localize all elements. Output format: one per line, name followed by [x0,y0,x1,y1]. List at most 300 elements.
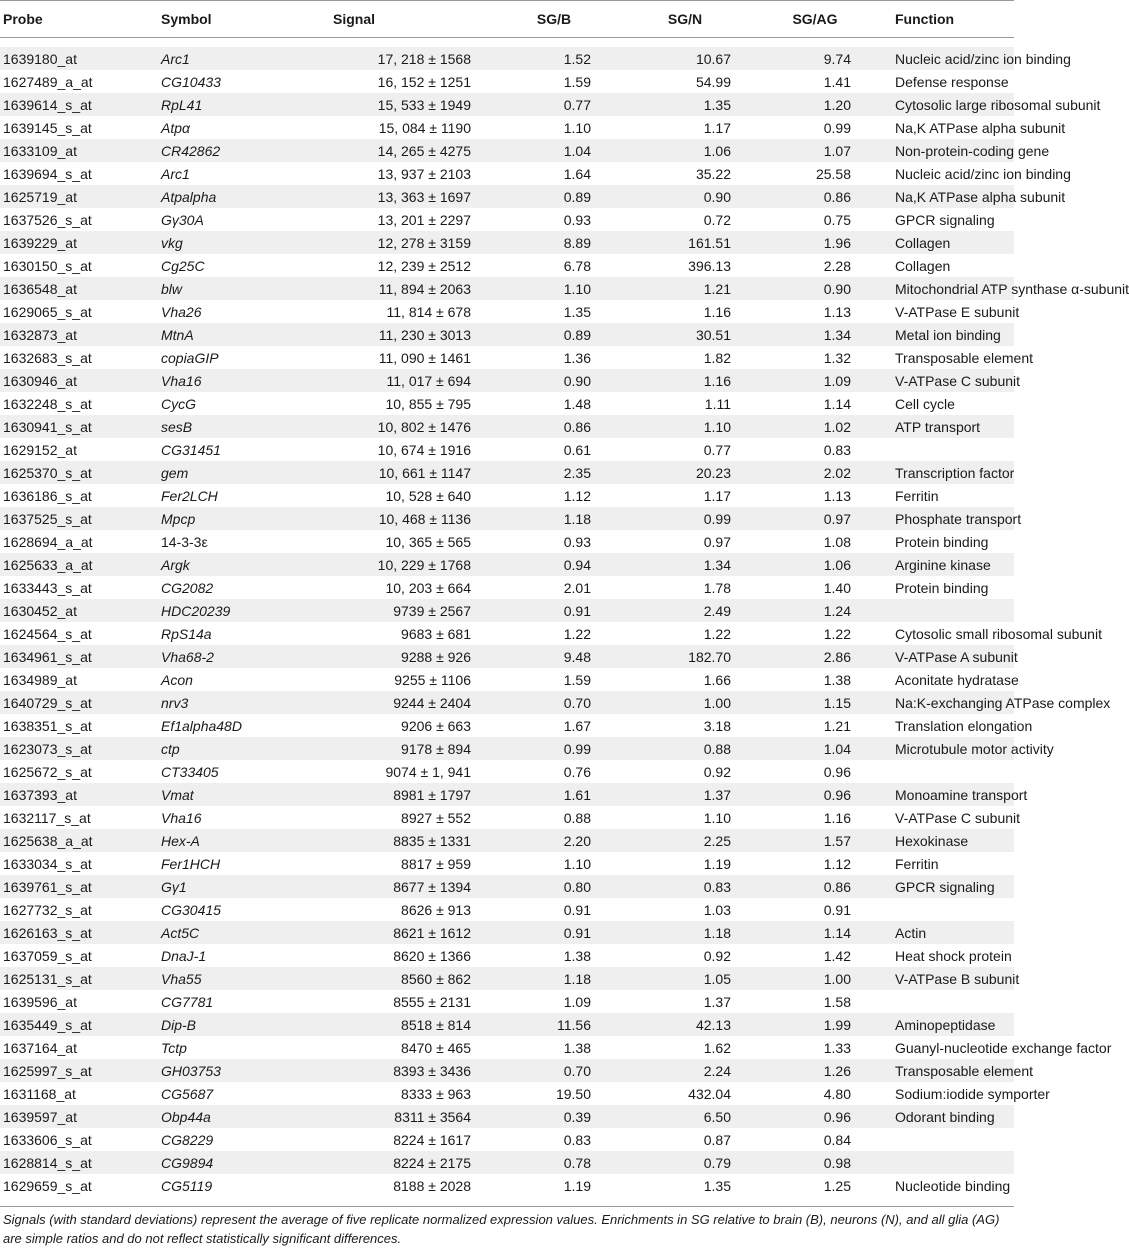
probe-cell: 1632873_at [0,323,161,346]
probe-cell: 1628694_a_at [0,530,161,553]
sg-n-cell: 0.77 [605,438,745,461]
signal-cell: 14, 265 ± 4275 [273,139,483,162]
sg-b-cell: 0.94 [483,553,605,576]
probe-cell: 1629065_s_at [0,300,161,323]
sg-n-cell: 2.24 [605,1059,745,1082]
function-cell: V-ATPase C subunit [865,369,1014,392]
probe-cell: 1625719_at [0,185,161,208]
table-row [0,921,1014,944]
signal-cell: 8188 ± 2028 [273,1174,483,1197]
table-row [0,93,1014,116]
function-cell: Metal ion binding [865,323,1014,346]
sg-ag-cell: 1.22 [745,622,865,645]
sg-ag-cell: 2.86 [745,645,865,668]
signal-cell: 9255 ± 1106 [273,668,483,691]
sg-n-cell: 0.79 [605,1151,745,1174]
sg-ag-cell: 1.00 [745,967,865,990]
signal-cell: 8620 ± 1366 [273,944,483,967]
sg-b-cell: 0.86 [483,415,605,438]
sg-b-cell: 1.38 [483,944,605,967]
table-row [0,277,1014,300]
table-row [0,990,1014,1013]
probe-cell: 1635449_s_at [0,1013,161,1036]
signal-cell: 8560 ± 862 [273,967,483,990]
function-cell: Phosphate transport [865,507,1014,530]
table-row [0,323,1014,346]
sg-b-cell: 1.48 [483,392,605,415]
function-cell: GPCR signaling [865,875,1014,898]
signal-cell: 10, 528 ± 640 [273,484,483,507]
sg-n-cell: 1.37 [605,783,745,806]
symbol-cell: CG8229 [161,1128,273,1151]
sg-n-cell: 6.50 [605,1105,745,1128]
signal-cell: 8677 ± 1394 [273,875,483,898]
probe-cell: 1633109_at [0,139,161,162]
sg-n-cell: 3.18 [605,714,745,737]
sg-n-cell: 0.92 [605,944,745,967]
symbol-cell: Act5C [161,921,273,944]
signal-cell: 10, 365 ± 565 [273,530,483,553]
signal-cell: 9739 ± 2567 [273,599,483,622]
header-sg-n: SG/N [605,1,745,38]
sg-b-cell: 1.10 [483,852,605,875]
symbol-cell: Vha16 [161,369,273,392]
signal-cell: 10, 229 ± 1768 [273,553,483,576]
sg-n-cell: 2.25 [605,829,745,852]
sg-n-cell: 1.10 [605,415,745,438]
sg-b-cell: 1.59 [483,70,605,93]
sg-ag-cell: 1.40 [745,576,865,599]
signal-cell: 11, 230 ± 3013 [273,323,483,346]
probe-cell: 1637059_s_at [0,944,161,967]
sg-b-cell: 1.67 [483,714,605,737]
table-row [0,415,1014,438]
table-row [0,254,1014,277]
sg-ag-cell: 1.15 [745,691,865,714]
table-bottom-rule [0,1197,1014,1207]
probe-cell: 1626163_s_at [0,921,161,944]
function-cell: Ferritin [865,484,1014,507]
sg-ag-cell: 1.16 [745,806,865,829]
signal-cell: 9288 ± 926 [273,645,483,668]
table-row [0,645,1014,668]
symbol-cell: Arc1 [161,47,273,70]
sg-b-cell: 0.99 [483,737,605,760]
function-cell: Mitochondrial ATP synthase α-subunit [865,277,1014,300]
table-row [0,530,1014,553]
signal-cell: 15, 084 ± 1190 [273,116,483,139]
sg-b-cell: 0.61 [483,438,605,461]
sg-ag-cell: 0.96 [745,783,865,806]
sg-b-cell: 2.20 [483,829,605,852]
table-top-spacer [0,38,1014,48]
probe-cell: 1636548_at [0,277,161,300]
symbol-cell: CG5119 [161,1174,273,1197]
table-row [0,438,1014,461]
symbol-cell: ctp [161,737,273,760]
probe-cell: 1639614_s_at [0,93,161,116]
table-row [0,599,1014,622]
probe-cell: 1625997_s_at [0,1059,161,1082]
symbol-cell: CR42862 [161,139,273,162]
sg-b-cell: 0.89 [483,323,605,346]
sg-ag-cell: 1.12 [745,852,865,875]
signal-cell: 8470 ± 465 [273,1036,483,1059]
symbol-cell: CG10433 [161,70,273,93]
sg-ag-cell: 1.20 [745,93,865,116]
sg-b-cell: 0.76 [483,760,605,783]
table-row [0,507,1014,530]
signal-cell: 15, 533 ± 1949 [273,93,483,116]
table-row [0,1128,1014,1151]
sg-b-cell: 1.04 [483,139,605,162]
table-row [0,622,1014,645]
function-cell [865,898,1014,921]
sg-ag-cell: 0.99 [745,116,865,139]
symbol-cell: Tctp [161,1036,273,1059]
table-body [0,38,1129,1207]
sg-ag-cell: 1.07 [745,139,865,162]
sg-n-cell: 1.11 [605,392,745,415]
sg-n-cell: 54.99 [605,70,745,93]
sg-ag-cell: 1.21 [745,714,865,737]
sg-ag-cell: 0.98 [745,1151,865,1174]
table-row [0,576,1014,599]
symbol-cell: CG7781 [161,990,273,1013]
symbol-cell: Arc1 [161,162,273,185]
symbol-cell: CG9894 [161,1151,273,1174]
table-row [0,691,1014,714]
probe-cell: 1640729_s_at [0,691,161,714]
table-row [0,783,1014,806]
signal-cell: 8518 ± 814 [273,1013,483,1036]
function-cell: Na,K ATPase alpha subunit [865,185,1014,208]
probe-cell: 1633443_s_at [0,576,161,599]
sg-n-cell: 0.87 [605,1128,745,1151]
probe-cell: 1623073_s_at [0,737,161,760]
sg-n-cell: 0.72 [605,208,745,231]
table-row [0,1105,1014,1128]
sg-b-cell: 0.90 [483,369,605,392]
probe-cell: 1624564_s_at [0,622,161,645]
header-probe: Probe [0,1,161,38]
symbol-cell: blw [161,277,273,300]
symbol-cell: CT33405 [161,760,273,783]
signal-cell: 8981 ± 1797 [273,783,483,806]
table-row [0,346,1014,369]
symbol-cell: nrv3 [161,691,273,714]
sg-b-cell: 0.83 [483,1128,605,1151]
sg-n-cell: 1.78 [605,576,745,599]
sg-b-cell: 0.39 [483,1105,605,1128]
probe-cell: 1637164_at [0,1036,161,1059]
signal-cell: 17, 218 ± 1568 [273,47,483,70]
symbol-cell: copiaGIP [161,346,273,369]
sg-b-cell: 0.77 [483,93,605,116]
sg-ag-cell: 1.34 [745,323,865,346]
signal-cell: 10, 468 ± 1136 [273,507,483,530]
function-cell: V-ATPase C subunit [865,806,1014,829]
probe-cell: 1639596_at [0,990,161,1013]
probe-cell: 1639597_at [0,1105,161,1128]
symbol-cell: CG2082 [161,576,273,599]
function-cell: Guanyl-nucleotide exchange factor [865,1036,1014,1059]
sg-b-cell: 8.89 [483,231,605,254]
function-cell: ATP transport [865,415,1014,438]
sg-b-cell: 0.70 [483,691,605,714]
sg-b-cell: 1.22 [483,622,605,645]
table-row [0,208,1014,231]
sg-b-cell: 0.91 [483,898,605,921]
symbol-cell: Gγ1 [161,875,273,898]
probe-cell: 1632248_s_at [0,392,161,415]
symbol-cell: RpL41 [161,93,273,116]
signal-cell: 9244 ± 2404 [273,691,483,714]
sg-b-cell: 1.38 [483,1036,605,1059]
function-cell: Nucleic acid/zinc ion binding [865,47,1014,70]
sg-b-cell: 0.88 [483,806,605,829]
symbol-cell: gem [161,461,273,484]
sg-ag-cell: 1.96 [745,231,865,254]
function-cell: Collagen [865,231,1014,254]
symbol-cell: Dip-B [161,1013,273,1036]
signal-cell: 10, 203 ± 664 [273,576,483,599]
table-row [0,1082,1014,1105]
function-cell [865,760,1014,783]
sg-b-cell: 1.09 [483,990,605,1013]
function-cell: Monoamine transport [865,783,1014,806]
sg-n-cell: 1.00 [605,691,745,714]
sg-b-cell: 1.12 [483,484,605,507]
table-row [0,898,1014,921]
probe-cell: 1637525_s_at [0,507,161,530]
function-cell: Sodium:iodide symporter [865,1082,1014,1105]
table-row [0,1013,1014,1036]
sg-n-cell: 20.23 [605,461,745,484]
symbol-cell: Vmat [161,783,273,806]
function-cell: Collagen [865,254,1014,277]
sg-ag-cell: 1.38 [745,668,865,691]
sg-ag-cell: 1.14 [745,921,865,944]
signal-cell: 11, 814 ± 678 [273,300,483,323]
table-row [0,47,1014,70]
probe-cell: 1625633_a_at [0,553,161,576]
symbol-cell: CycG [161,392,273,415]
sg-n-cell: 0.92 [605,760,745,783]
signal-cell: 9683 ± 681 [273,622,483,645]
signal-cell: 13, 201 ± 2297 [273,208,483,231]
sg-n-cell: 1.62 [605,1036,745,1059]
sg-n-cell: 1.03 [605,898,745,921]
sg-b-cell: 2.01 [483,576,605,599]
signal-cell: 11, 090 ± 1461 [273,346,483,369]
table-row [0,553,1014,576]
table-row [0,829,1014,852]
symbol-cell: 14-3-3ε [161,530,273,553]
sg-b-cell: 19.50 [483,1082,605,1105]
sg-n-cell: 0.99 [605,507,745,530]
function-cell: Transposable element [865,1059,1014,1082]
probe-cell: 1633606_s_at [0,1128,161,1151]
table-row [0,714,1014,737]
sg-n-cell: 1.05 [605,967,745,990]
function-cell: Na:K-exchanging ATPase complex [865,691,1014,714]
sg-n-cell: 182.70 [605,645,745,668]
table-footnote: Signals (with standard deviations) represent the average of five replicate normalized expression values. Enrichments in SG relative to brain (B), neurons (N), and all glia (AG) are simple ratios and do not reflect statistically significant differences. [3,1212,1000,1246]
symbol-cell: GH03753 [161,1059,273,1082]
sg-n-cell: 1.16 [605,369,745,392]
probe-cell: 1631168_at [0,1082,161,1105]
symbol-cell: Atpalpha [161,185,273,208]
signal-cell: 8927 ± 552 [273,806,483,829]
table-row [0,1174,1014,1197]
function-cell: Ferritin [865,852,1014,875]
signal-cell: 8311 ± 3564 [273,1105,483,1128]
header-symbol: Symbol [161,1,273,38]
sg-ag-cell: 1.32 [745,346,865,369]
table-row [0,668,1014,691]
probe-cell: 1637526_s_at [0,208,161,231]
table-row [0,162,1014,185]
function-cell: Cell cycle [865,392,1014,415]
sg-ag-cell: 1.25 [745,1174,865,1197]
symbol-cell: Mpcp [161,507,273,530]
sg-n-cell: 396.13 [605,254,745,277]
probe-cell: 1625131_s_at [0,967,161,990]
sg-ag-cell: 2.02 [745,461,865,484]
signal-cell: 8626 ± 913 [273,898,483,921]
sg-n-cell: 0.88 [605,737,745,760]
symbol-cell: sesB [161,415,273,438]
symbol-cell: Hex-A [161,829,273,852]
function-cell: Transcription factor [865,461,1014,484]
symbol-cell: HDC20239 [161,599,273,622]
function-cell: V-ATPase A subunit [865,645,1014,668]
function-cell [865,1128,1014,1151]
function-cell: Aconitate hydratase [865,668,1014,691]
sg-ag-cell: 0.90 [745,277,865,300]
function-cell: Arginine kinase [865,553,1014,576]
sg-b-cell: 11.56 [483,1013,605,1036]
probe-cell: 1639180_at [0,47,161,70]
symbol-cell: MtnA [161,323,273,346]
symbol-cell: Argk [161,553,273,576]
probe-cell: 1639229_at [0,231,161,254]
symbol-cell: CG31451 [161,438,273,461]
sg-n-cell: 1.21 [605,277,745,300]
sg-ag-cell: 9.74 [745,47,865,70]
sg-b-cell: 1.10 [483,116,605,139]
signal-cell: 10, 802 ± 1476 [273,415,483,438]
function-cell: Translation elongation [865,714,1014,737]
sg-n-cell: 1.17 [605,484,745,507]
table-row [0,116,1014,139]
probe-cell: 1634989_at [0,668,161,691]
signal-cell: 8393 ± 3436 [273,1059,483,1082]
sg-ag-cell: 0.86 [745,185,865,208]
sg-n-cell: 1.34 [605,553,745,576]
sg-n-cell: 432.04 [605,1082,745,1105]
table-row [0,737,1014,760]
signal-cell: 11, 017 ± 694 [273,369,483,392]
function-cell: Hexokinase [865,829,1014,852]
sg-n-cell: 1.10 [605,806,745,829]
table-row [0,760,1014,783]
symbol-cell: DnaJ-1 [161,944,273,967]
table-row [0,1059,1014,1082]
table-row [0,944,1014,967]
sg-b-cell: 0.78 [483,1151,605,1174]
probe-cell: 1633034_s_at [0,852,161,875]
sg-ag-cell: 0.91 [745,898,865,921]
sg-ag-cell: 1.57 [745,829,865,852]
sg-n-cell: 0.83 [605,875,745,898]
sg-ag-cell: 1.02 [745,415,865,438]
sg-b-cell: 1.61 [483,783,605,806]
sg-ag-cell: 1.13 [745,484,865,507]
sg-ag-cell: 1.13 [745,300,865,323]
sg-ag-cell: 0.84 [745,1128,865,1151]
probe-cell: 1632117_s_at [0,806,161,829]
sg-ag-cell: 4.80 [745,1082,865,1105]
probe-cell: 1629659_s_at [0,1174,161,1197]
symbol-cell: Acon [161,668,273,691]
sg-ag-cell: 0.96 [745,760,865,783]
probe-cell: 1628814_s_at [0,1151,161,1174]
table-row [0,1151,1014,1174]
function-cell: Non-protein-coding gene [865,139,1014,162]
symbol-cell: Ef1alpha48D [161,714,273,737]
table-row [0,852,1014,875]
symbol-cell: Vha55 [161,967,273,990]
signal-cell: 12, 239 ± 2512 [273,254,483,277]
sg-b-cell: 1.35 [483,300,605,323]
symbol-cell: Vha16 [161,806,273,829]
probe-cell: 1625672_s_at [0,760,161,783]
probe-cell: 1625370_s_at [0,461,161,484]
sg-ag-cell: 1.41 [745,70,865,93]
sg-b-cell: 9.48 [483,645,605,668]
sg-ag-cell: 1.08 [745,530,865,553]
signal-cell: 13, 937 ± 2103 [273,162,483,185]
header-sg-ag: SG/AG [745,1,865,38]
sg-n-cell: 1.17 [605,116,745,139]
symbol-cell: Atpα [161,116,273,139]
probe-cell: 1630946_at [0,369,161,392]
header-function: Function [865,1,1014,38]
signal-cell: 8333 ± 963 [273,1082,483,1105]
sg-b-cell: 0.91 [483,921,605,944]
table-row [0,461,1014,484]
sg-ag-cell: 0.96 [745,1105,865,1128]
sg-b-cell: 0.70 [483,1059,605,1082]
sg-ag-cell: 1.26 [745,1059,865,1082]
symbol-cell: Obp44a [161,1105,273,1128]
function-cell: Defense response [865,70,1014,93]
sg-ag-cell: 0.83 [745,438,865,461]
signal-cell: 9206 ± 663 [273,714,483,737]
function-cell: Na,K ATPase alpha subunit [865,116,1014,139]
table-row [0,231,1014,254]
sg-ag-cell: 1.99 [745,1013,865,1036]
function-cell: Nucleotide binding [865,1174,1014,1197]
signal-cell: 16, 152 ± 1251 [273,70,483,93]
symbol-cell: Vha26 [161,300,273,323]
signal-cell: 10, 674 ± 1916 [273,438,483,461]
table-row [0,139,1014,162]
sg-ag-cell: 0.75 [745,208,865,231]
sg-n-cell: 1.22 [605,622,745,645]
